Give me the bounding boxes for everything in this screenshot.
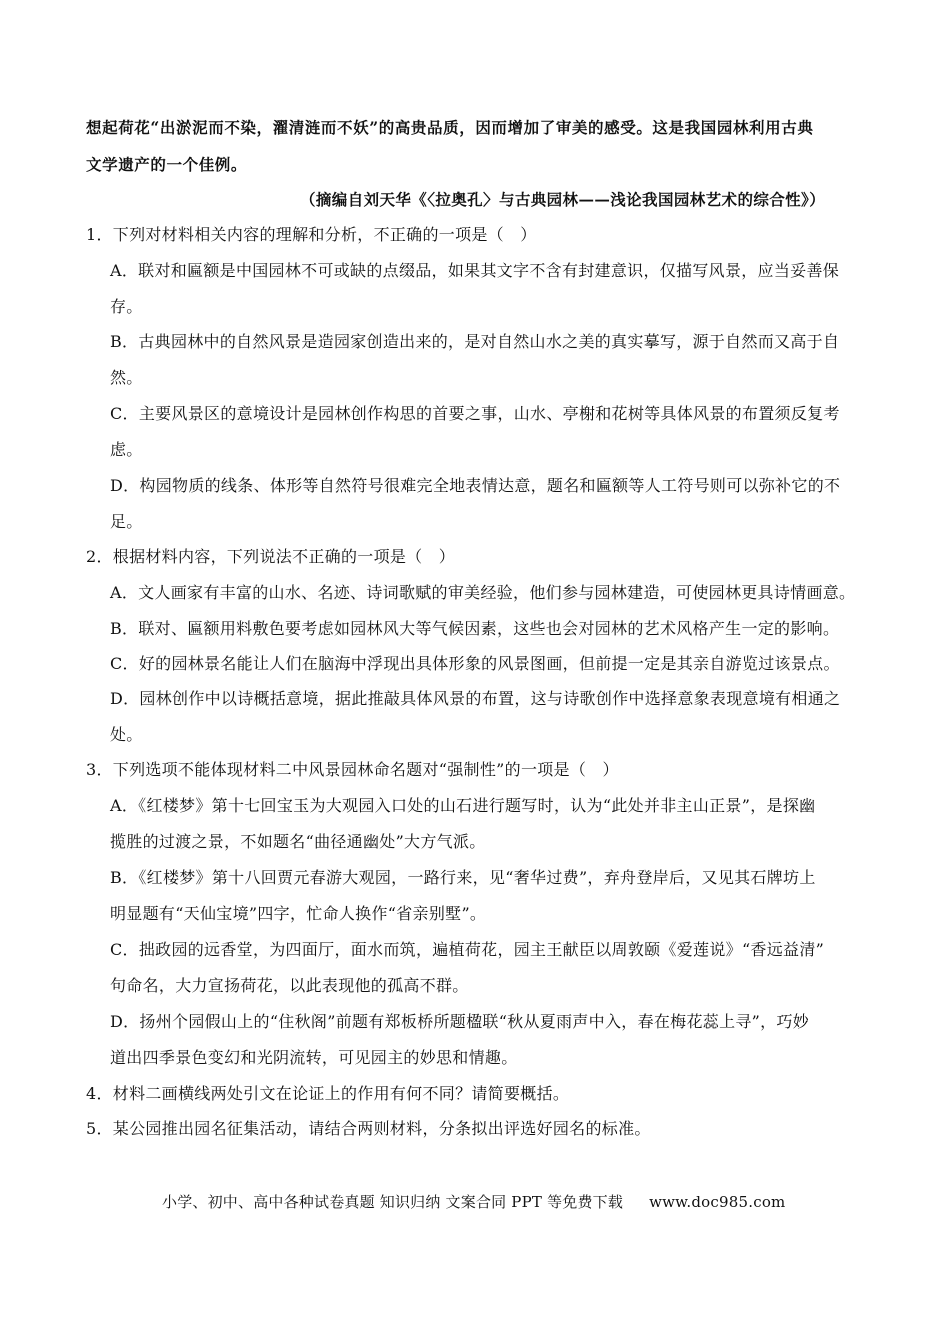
- q1-option-c-cont: 虑。: [110, 440, 143, 459]
- q2-option-d-cont: 处。: [110, 725, 143, 744]
- passage-source: （摘编自刘天华《〈拉奥孔〉与古典园林——浅论我国园林艺术的综合性》）: [300, 190, 826, 209]
- q1-option-d: D．构园物质的线条、体形等自然符号很难完全地表情达意，题名和匾额等人工符号则可以弥补它的不: [110, 476, 841, 495]
- q1-option-a-cont: 存。: [110, 297, 143, 316]
- q1-option-b: B．古典园林中的自然风景是造园家创造出来的，是对自然山水之美的真实摹写，源于自然而又高于自: [110, 332, 840, 351]
- q3-option-b: B．《红楼梦》第十八回贾元春游大观园，一路行来，见“奢华过费”，弃舟登岸后，又见其石牌坊上: [110, 868, 816, 887]
- q1-option-b-cont: 然。: [110, 368, 143, 387]
- q1-option-c: C．主要风景区的意境设计是园林创作构思的首要之事，山水、亭榭和花树等具体风景的布置须反复考: [110, 404, 840, 423]
- q3-option-d: D．扬州个园假山上的“住秋阁”前题有郑板桥所题楹联“秋从夏雨声中入，春在梅花蕊上寻”，巧妙: [110, 1012, 810, 1031]
- q3-option-b-cont: 明显题有“天仙宝境”四字，忙命人换作“省亲别墅”。: [110, 904, 487, 923]
- passage-line-1: 想起荷花“出淤泥而不染，濯清涟而不妖”的高贵品质，因而增加了审美的感受。这是我国园林利用古典: [86, 118, 814, 137]
- question-5-stem: 5．某公园推出园名征集活动，请结合两则材料，分条拟出评选好园名的标准。: [86, 1119, 651, 1138]
- q3-option-c-cont: 句命名，大力宣扬荷花，以此表现他的孤高不群。: [110, 976, 469, 995]
- q3-option-a: A．《红楼梦》第十七回宝玉为大观园入口处的山石进行题写时，认为“此处并非主山正景”，是探幽: [110, 796, 816, 815]
- q1-option-a: A．联对和匾额是中国园林不可或缺的点缀品，如果其文字不含有封建意识，仅描写风景，应当妥善保: [110, 261, 840, 280]
- question-2-stem: 2．根据材料内容，下列说法不正确的一项是（ ）: [86, 547, 456, 566]
- question-4-stem: 4．材料二画横线两处引文在论证上的作用有何不同？请简要概括。: [86, 1084, 570, 1103]
- page-footer: [162, 1191, 785, 1212]
- passage-line-2: 文学遗产的一个佳例。: [86, 155, 248, 174]
- footer-text: 小学、初中、高中各种试卷真题 知识归纳 文案合同 PPT 等免费下载: [162, 1193, 624, 1211]
- q3-option-d-cont: 道出四季景色变幻和光阴流转，可见园主的妙思和情趣。: [110, 1048, 518, 1067]
- q2-option-a: A．文人画家有丰富的山水、名迹、诗词歌赋的审美经验，他们参与园林建造，可使园林更具诗情画意。: [110, 583, 856, 602]
- q3-option-a-cont: 揽胜的过渡之景，不如题名“曲径通幽处”大方气派。: [110, 832, 486, 851]
- question-3-stem: 3．下列选项不能体现材料二中风景园林命名题对“强制性”的一项是（ ）: [86, 760, 619, 779]
- question-1-stem: 1．下列对材料相关内容的理解和分析，不正确的一项是（ ）: [86, 225, 537, 244]
- q2-option-d: D．园林创作中以诗概括意境，据此推敲具体风景的布置，这与诗歌创作中选择意象表现意境有相通之: [110, 689, 841, 708]
- q3-option-c: C．拙政园的远香堂，为四面厅，面水而筑，遍植荷花，园主王献臣以周敦颐《爱莲说》“香远益清”: [110, 940, 825, 959]
- q2-option-b: B．联对、匾额用料敷色要考虑如园林风大等气候因素，这些也会对园林的艺术风格产生一定的影响。: [110, 619, 840, 638]
- q2-option-c: C．好的园林景名能让人们在脑海中浮现出具体形象的风景图画，但前提一定是其亲自游览过该景点。: [110, 654, 840, 673]
- q1-option-d-cont: 足。: [110, 512, 143, 531]
- footer-url[interactable]: www.doc985.com: [649, 1193, 786, 1211]
